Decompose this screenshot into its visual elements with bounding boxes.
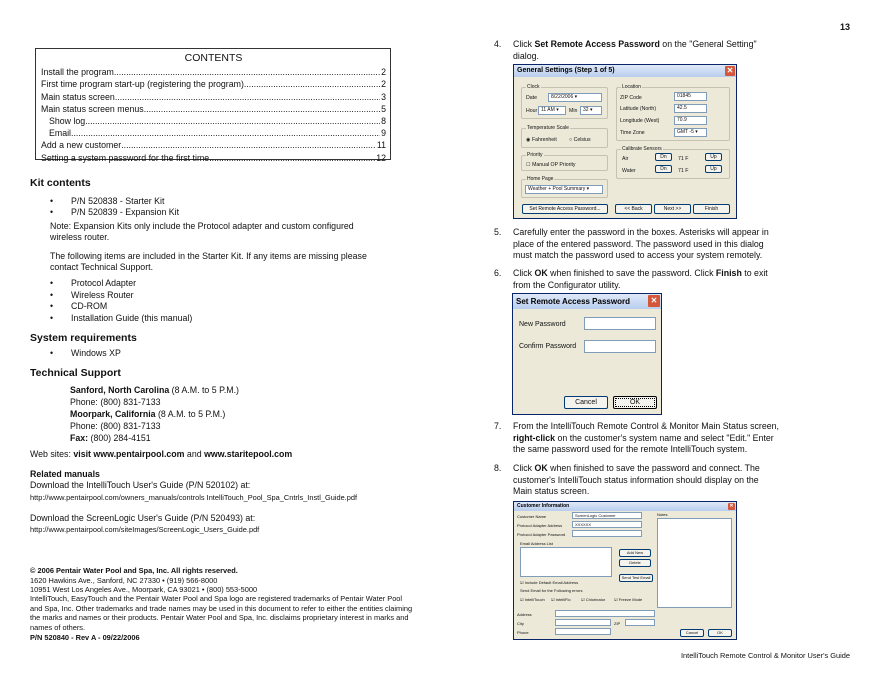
toc-page: 5 [381, 103, 386, 114]
include-default-checkbox[interactable]: ☑ Include Default Email Address [520, 580, 579, 585]
address-2: 10951 West Los Angeles Ave., Moorpark, CA 93021 • (800) 553-5000 [30, 585, 258, 594]
support-nc: Sanford, North Carolina (8 A.M. to 5 P.M.) [70, 385, 239, 395]
toc-label: Install the program [41, 67, 114, 78]
toc-page: 12 [376, 152, 386, 163]
list-item: • Installation Guide (this manual) [50, 313, 193, 323]
zip-field[interactable] [625, 619, 655, 626]
list-item: • P/N 520838 - Starter Kit [50, 196, 165, 206]
add-new-button[interactable]: Add New [619, 549, 651, 557]
min-select[interactable]: 32 ▾ [580, 106, 602, 115]
toc-label: First time program start-up (registering the program) [41, 79, 244, 90]
clock-group: Clock [521, 87, 608, 119]
support-web: Web sites: visit www.pentairpool.com and www.staritepool.com [30, 449, 293, 459]
manual-line-1: Download the IntelliTouch User's Guide (P/N 520102) at: [30, 480, 251, 490]
support-ca: Moorpark, California (8 A.M. to 5 P.M.) [70, 409, 226, 419]
toc-label: Email [49, 128, 71, 139]
freeze-mode-checkbox[interactable]: ☑ Freeze Mode [614, 597, 643, 602]
address-field[interactable] [555, 610, 655, 617]
ok-button[interactable]: OK [613, 396, 657, 409]
toc-page: 2 [381, 67, 386, 78]
adapter-password-field[interactable] [572, 530, 642, 537]
send-test-email-button[interactable]: Send Test Email [619, 574, 653, 582]
date-field[interactable]: 8/22/2006 ▾ [548, 93, 602, 102]
adapter-address-field[interactable]: XXXXXX [572, 521, 642, 528]
zip-field[interactable]: 01845 [674, 92, 707, 101]
tz-select[interactable]: GMT -5 ▾ [674, 128, 707, 137]
toc-label: Main status screen [41, 91, 115, 102]
password-dialog [512, 293, 662, 415]
list-item: • Wireless Router [50, 290, 134, 300]
tz-label: Time Zone [620, 130, 645, 136]
notes-field[interactable] [657, 518, 732, 608]
lat-field[interactable]: 42.5 [674, 104, 707, 113]
list-item: • Windows XP [50, 348, 121, 358]
confirm-password-label: Confirm Password [519, 343, 577, 350]
set-remote-password-button[interactable]: Set Remote Access Password... [522, 204, 608, 214]
adapter-password-label: Protocol Adapter Password [517, 532, 566, 537]
email-list[interactable] [520, 547, 612, 577]
step-7: 7. From the IntelliTouch Remote Control & Monitor Main Status screen, right-click on the customer's system name and select "Edit." Enter the same password used for the remote IntelliTouch system. [494, 421, 779, 454]
date-label: Date [526, 95, 537, 101]
email-list-label: Email Address List [520, 541, 553, 546]
support-fax: Fax: (800) 284-4151 [70, 433, 151, 443]
dialog-titlebar: General Settings (Step 1 of 5) ✕ [514, 65, 736, 77]
toc-entry[interactable] [41, 78, 386, 90]
intelliflo-checkbox[interactable]: ☑ IntelliFlo [551, 597, 571, 602]
ok-button[interactable]: OK [708, 629, 732, 637]
send-email-label: Send Email for the Following errors [520, 588, 583, 593]
kit-note-2: wireless router. [50, 232, 110, 242]
toc-entry[interactable] [41, 139, 386, 151]
kit-note: Note: Expansion Kits only include the Protocol adapter and custom configured [50, 221, 354, 231]
contents-box [35, 48, 391, 163]
support-nc-phone: Phone: (800) 831-7133 [70, 397, 161, 407]
manual-url-1[interactable]: http://www.pentairpool.com/owners_manuals/controls IntelliTouch_Pool_Spa_Cntrls_Instl_Guide.pdf [30, 493, 358, 502]
air-label: Air [622, 156, 629, 162]
water-value: 71 F [678, 168, 689, 174]
toc-entry[interactable] [41, 127, 386, 139]
finish-button[interactable]: Finish [693, 204, 730, 214]
phone-label: Phone [517, 630, 529, 635]
zip-label: ZIP Code [620, 95, 642, 101]
hour-label: Hour [526, 108, 538, 114]
list-item: • Protocol Adapter [50, 278, 137, 288]
min-label: Min [569, 108, 578, 114]
confirm-password-input[interactable] [584, 340, 656, 353]
water-label: Water [622, 168, 636, 174]
zip-label: ZIP [614, 621, 621, 626]
trademark-3: the marks and names or their products. Pentair Water Pool and Spa, Inc. disclaims proprietary interest in marks and [30, 613, 409, 622]
web-link-pentair[interactable]: visit www.pentairpool.com [73, 449, 185, 459]
manual-line-2: Download the ScreenLogic User's Guide (P/N 520493) at: [30, 513, 256, 523]
close-icon[interactable]: ✕ [729, 503, 734, 509]
step-8: 8. Click OK when finished to save the password and connect. The customer's IntelliTouch status information should display on the Main status screen. [494, 463, 760, 496]
chlorinator-checkbox[interactable]: ☑ Chlorinator [581, 597, 606, 602]
step-6: 6. Click OK when finished to save the password. Click Finish to exit from the Configurator utility. [494, 268, 768, 290]
adapter-address-label: Protocol Adapter Address [517, 523, 563, 528]
phone-field[interactable] [555, 628, 611, 635]
lon-label: Longitude (West) [620, 118, 660, 124]
list-item: • CD-ROM [50, 301, 108, 311]
toc-page: 9 [381, 128, 386, 139]
toc-page: 2 [381, 79, 386, 90]
trademark-2: and Spa, Inc. Other trademarks and trade names may be used in this document to refer to either the entities claiming [30, 604, 413, 613]
contents-title: CONTENTS [184, 52, 243, 64]
general-settings-dialog [513, 64, 737, 219]
toc-entry[interactable] [41, 66, 386, 78]
kit-heading: Kit contents [30, 177, 91, 189]
toc-page: 11 [376, 140, 386, 151]
customer-name-field[interactable]: ScreenLogic Customer [572, 512, 642, 519]
toc-label: Add a new customer [41, 140, 122, 151]
copyright: © 2006 Pentair Water Pool and Spa, Inc. All rights reserved. [30, 566, 238, 575]
fahrenheit-radio[interactable]: ◉ Fahrenheit [526, 137, 557, 143]
air-up-button[interactable]: Up [705, 153, 722, 161]
toc-label: Setting a system password for the first time [41, 152, 210, 163]
new-password-label: New Password [519, 321, 566, 328]
kit-para-2: contact Technical Support. [50, 262, 154, 272]
dialog-titlebar: Set Remote Access Password ✕ [513, 294, 661, 309]
support-heading: Technical Support [30, 367, 121, 379]
temp-scale-group: Temperature Scale [521, 128, 608, 148]
web-link-starite[interactable]: www.staritepool.com [204, 449, 293, 459]
close-icon[interactable]: ✕ [726, 66, 734, 75]
priority-group: Priority [521, 155, 608, 171]
location-group: Location [616, 87, 730, 141]
support-ca-phone: Phone: (800) 831-7133 [70, 421, 161, 431]
air-down-button[interactable]: Dn [655, 153, 672, 161]
lon-field[interactable]: 70.9 [674, 116, 707, 125]
toc-entry[interactable] [41, 91, 386, 103]
kit-para: The following items are included in the Starter Kit. If any items are missing please [50, 251, 367, 261]
city-field[interactable] [555, 619, 611, 626]
close-icon[interactable]: ✕ [648, 295, 660, 307]
toc-label: Show log [49, 116, 86, 127]
step-4: 4. Click Set Remote Access Password on the "General Setting" dialog. [494, 39, 757, 61]
toc-entry[interactable] [41, 103, 386, 115]
step-5: 5. Carefully enter the password in the boxes. Asterisks will appear in place of the entered password. The password used in this dialog must match the password used to access your system remotely. [494, 227, 769, 260]
trademark-4: names of others. [30, 623, 86, 632]
calibrate-group: Calibrate Sensors [616, 149, 730, 179]
back-button[interactable]: << Back [615, 204, 652, 214]
toc-page: 3 [381, 91, 386, 102]
customer-name-label: Customer Name [517, 514, 547, 519]
manual-op-checkbox[interactable]: ☐ Manual OP Priority [526, 162, 576, 168]
toc-page: 8 [381, 116, 386, 127]
air-value: 71 F [678, 156, 689, 162]
toc-entry[interactable] [41, 152, 386, 164]
part-number: P/N 520840 - Rev A - 09/22/2006 [30, 633, 140, 642]
home-page-group: Home Page [521, 179, 608, 198]
address-label: Address [517, 612, 532, 617]
toc-label: Main status screen menus [41, 103, 144, 114]
notes-label: Notes [657, 512, 668, 517]
footer-title: IntelliTouch Remote Control & Monitor User's Guide [680, 651, 850, 660]
city-label: City [517, 621, 524, 626]
trademark-1: IntelliTouch, EasyTouch and the Pentair Water Pool and Spa logo are registered trademarks of Pentair Water Pool [30, 594, 403, 603]
hour-select[interactable]: 11 AM ▾ [538, 106, 566, 115]
new-password-input[interactable] [584, 317, 656, 330]
lat-label: Latitude (North) [620, 106, 657, 112]
sysreq-heading: System requirements [30, 332, 137, 344]
home-page-select[interactable]: Weather + Pool Summary ▾ [525, 185, 603, 194]
water-up-button[interactable]: Up [705, 165, 722, 173]
delete-button[interactable]: Delete [619, 559, 651, 567]
cancel-button[interactable]: Cancel [564, 396, 608, 409]
water-down-button[interactable]: Dn [655, 165, 672, 173]
intellitouch-checkbox[interactable]: ☑ IntelliTouch [520, 597, 545, 602]
manuals-heading: Related manuals [30, 469, 100, 479]
page-number: 13 [839, 22, 850, 32]
list-item: • P/N 520839 - Expansion Kit [50, 207, 180, 217]
customer-info-dialog [513, 501, 737, 640]
address-1: 1620 Hawkins Ave., Sanford, NC 27330 • (919) 566-8000 [30, 576, 218, 585]
dialog-titlebar: Customer Information ✕ [514, 502, 736, 511]
toc-entry[interactable] [41, 115, 386, 127]
cancel-button[interactable]: Cancel [680, 629, 704, 637]
next-button[interactable]: Next >> [654, 204, 691, 214]
celsius-radio[interactable]: ○ Celsius [569, 137, 591, 143]
manual-url-2[interactable]: http://www.pentairpool.com/siteImages/ScreenLogic_Users_Guide.pdf [30, 525, 260, 534]
